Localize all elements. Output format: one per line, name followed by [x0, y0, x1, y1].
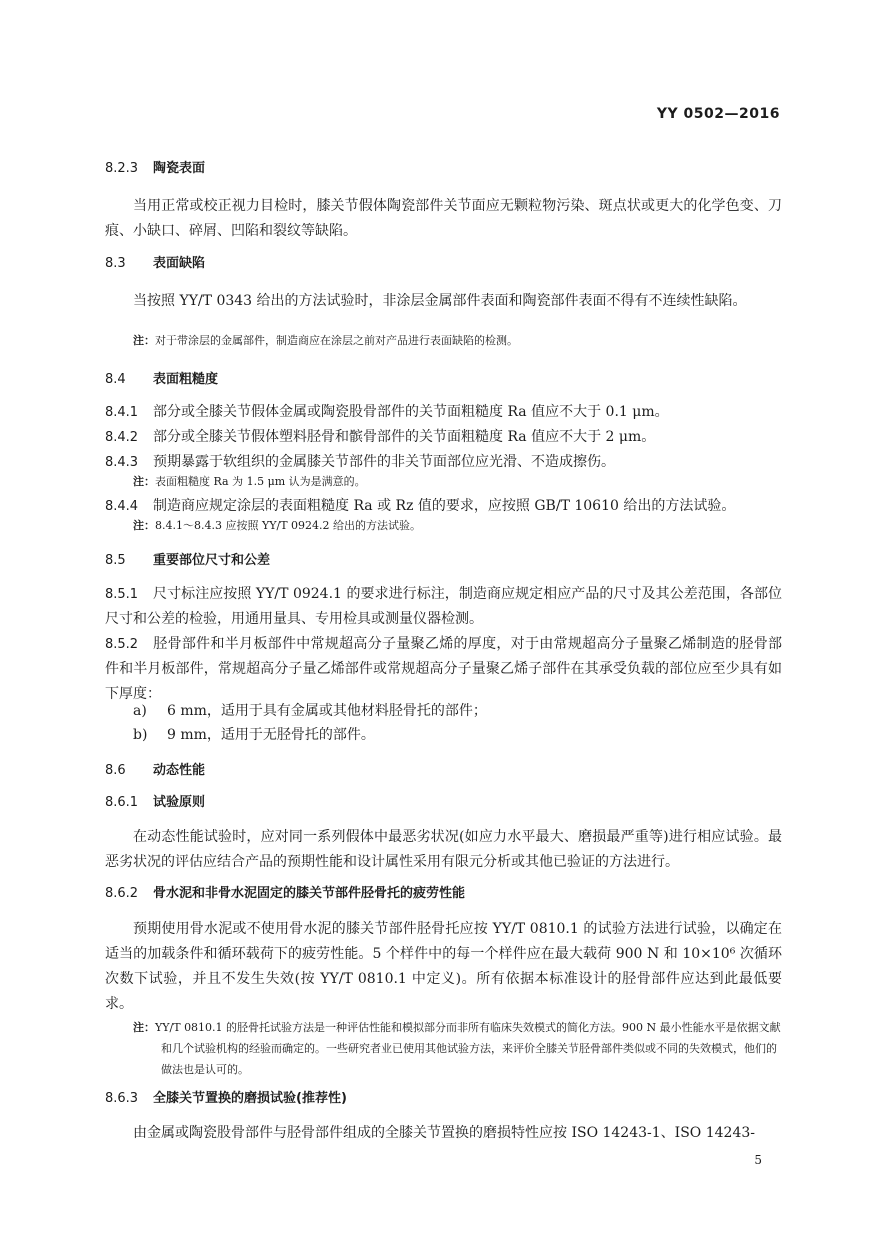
clause-8-4-3-note	[105, 472, 782, 492]
note-text: 8.4.1～8.4.3 应按照 YY/T 0924.2 给出的方法试验。	[155, 519, 422, 532]
clause-8-4-1: 8.4.1 部分或全膝关节假体金属或陶瓷股骨部件的关节面粗糙度 Ra 值应不大于 0.1 μm。	[105, 404, 669, 420]
section-number: 8.6	[105, 763, 126, 778]
section-8-6-2-note	[105, 1017, 782, 1080]
section-8-5-heading	[105, 552, 782, 570]
section-number: 8.5	[105, 553, 126, 568]
page-number: 5	[754, 1153, 762, 1167]
section-8-2-3-paragraph: 当用正常或校正视力目检时，膝关节假体陶瓷部件关节面应无颗粒物污染、斑点状或更大的化学色变、刀痕、小缺口、碎屑、凹陷和裂纹等缺陷。	[105, 198, 782, 239]
section-number: 8.4	[105, 372, 126, 387]
section-8-4-heading	[105, 371, 782, 389]
section-title: 重要部位尺寸和公差	[153, 553, 271, 568]
section-number: 8.6.2	[105, 886, 139, 901]
note-text: 对于带涂层的金属部件，制造商应在涂层之前对产品进行表面缺陷的检测。	[155, 334, 518, 347]
section-8-6-3-paragraph: 由金属或陶瓷股骨部件与胫骨部件组成的全膝关节置换的磨损特性应按 ISO 14243-1、ISO 14243-	[133, 1125, 755, 1141]
section-title: 陶瓷表面	[153, 161, 206, 176]
clause-8-4-2: 8.4.2 部分或全膝关节假体塑料胫骨和髌骨部件的关节面粗糙度 Ra 值应不大于 2 μm。	[105, 429, 656, 445]
section-8-3-paragraph: 当按照 YY/T 0343 给出的方法试验时，非涂层金属部件表面和陶瓷部件表面不得有不连续性缺陷。	[133, 293, 747, 309]
document-id-header: YY 0502—2016	[656, 106, 780, 122]
note-label: 注：	[133, 1021, 155, 1034]
note-label: 注：	[133, 519, 155, 532]
section-number: 8.3	[105, 256, 126, 271]
clause-8-4-3: 8.4.3 预期暴露于软组织的金属膝关节部件的非关节面部位应光滑、不造成擦伤。	[105, 454, 615, 470]
note-text: YY/T 0810.1 的胫骨托试验方法是一种评估性能和模拟部分而非所有临床失效模式的简化方法。900 N 最小性能水平是依据文献和几个试验机构的经验而确定的。一些研究者业已使用其他试验方法，来评价全膝关节胫骨部件类似或不同的失效模式，他们的做法也是认可的。	[155, 1021, 781, 1076]
list-item-b: b) 9 mm，适用于无胫骨托的部件。	[133, 727, 375, 743]
section-number: 8.2.3	[105, 161, 139, 176]
clause-8-4-4-note	[105, 516, 782, 536]
section-title: 骨水泥和非骨水泥固定的膝关节部件胫骨托的疲劳性能	[153, 886, 466, 901]
section-8-2-3-heading	[105, 160, 782, 178]
clause-8-4-4: 8.4.4 制造商应规定涂层的表面粗糙度 Ra 或 Rz 值的要求，应按照 GB/T 10610 给出的方法试验。	[105, 498, 736, 514]
section-8-6-heading	[105, 762, 782, 780]
section-8-6-1-paragraph: 在动态性能试验时，应对同一系列假体中最恶劣状况(如应力水平最大、磨损最严重等)进行相应试验。最恶劣状况的评估应结合产品的预期性能和设计属性采用有限元分析或其他已验证的方法进行。	[105, 829, 782, 870]
note-label: 注：	[133, 475, 155, 488]
section-8-6-1-heading	[105, 794, 782, 812]
section-8-3-note	[105, 331, 782, 351]
section-title: 全膝关节置换的磨损试验(推荐性)	[153, 1091, 347, 1106]
section-title: 表面粗糙度	[153, 372, 219, 387]
section-8-6-2-paragraph: 预期使用骨水泥或不使用骨水泥的膝关节部件胫骨托应按 YY/T 0810.1 的试验方法进行试验，以确定在适当的加载条件和循环载荷下的疲劳性能。5 个样件中的每一个样件应在最大载荷 900 N 和 10×10⁶ 次循环次数下试验，并且不发生失效(按 YY/T 0810.1 中定义)。所有依据本标准设计的胫骨部件应达到此最低要求。	[105, 921, 782, 1012]
section-8-3-heading	[105, 255, 782, 273]
section-title: 表面缺陷	[153, 256, 206, 271]
note-label: 注：	[133, 334, 155, 347]
section-number: 8.6.1	[105, 795, 139, 810]
note-text: 表面粗糙度 Ra 为 1.5 μm 认为是满意的。	[155, 475, 366, 488]
clause-8-5-1: 8.5.1 尺寸标注应按照 YY/T 0924.1 的要求进行标注，制造商应规定相应产品的尺寸及其公差范围，各部位尺寸和公差的检验，用通用量具、专用检具或测量仪器检测。	[105, 586, 782, 627]
clause-8-5-2: 8.5.2 胫骨部件和半月板部件中常规超高分子量聚乙烯的厚度，对于由常规超高分子量聚乙烯制造的胫骨部件和半月板部件，常规超高分子量乙烯部件或常规超高分子量聚乙烯子部件在其承受负载的部位应至少具有如下厚度：	[105, 636, 782, 702]
section-title: 试验原则	[153, 795, 206, 810]
list-item-a: a) 6 mm，适用于具有金属或其他材料胫骨托的部件；	[133, 703, 487, 719]
section-number: 8.6.3	[105, 1091, 139, 1106]
section-8-6-3-heading	[105, 1090, 782, 1108]
section-title: 动态性能	[153, 763, 206, 778]
section-8-6-2-heading	[105, 885, 782, 903]
